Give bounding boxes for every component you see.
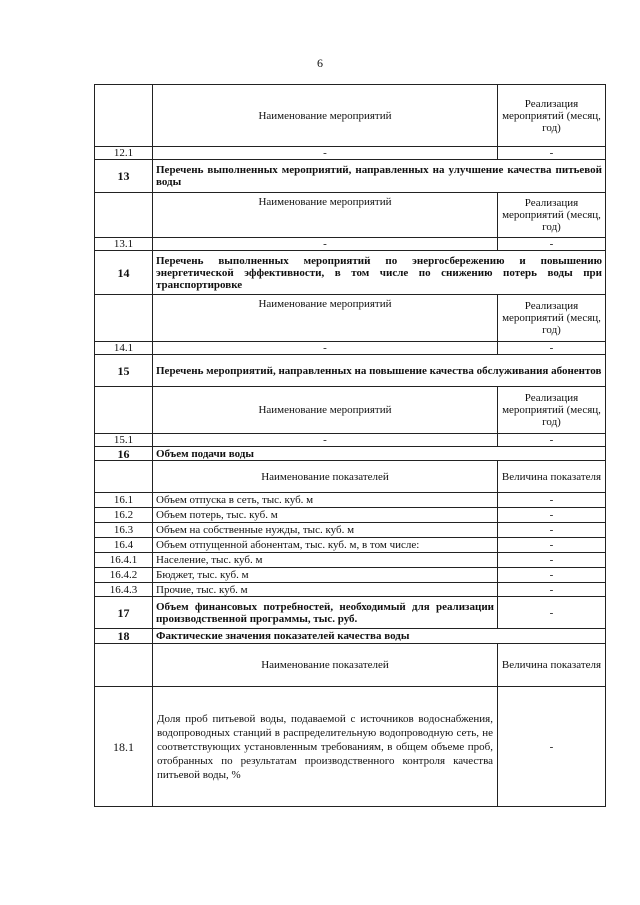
- row-number: 16.3: [95, 523, 153, 538]
- section-title: Перечень выполненных мероприятий по энергосбережению и повышению энергетической эффективности, в том числе по снижению потерь воды при транспортировке: [153, 251, 606, 295]
- dash-cell: -: [498, 434, 606, 447]
- row-12-1: [95, 147, 606, 160]
- header-row-18: [95, 644, 606, 687]
- section-row-16: [95, 447, 606, 461]
- dash-cell: -: [153, 147, 498, 160]
- row-text: Объем отпуска в сеть, тыс. куб. м: [153, 493, 498, 508]
- header-row-12: [95, 85, 606, 147]
- dash-cell: -: [498, 568, 606, 583]
- row-number: 13.1: [95, 238, 153, 251]
- row-number: 12.1: [95, 147, 153, 160]
- row-text: Население, тыс. куб. м: [153, 553, 498, 568]
- empty-cell: [95, 644, 153, 687]
- row-text: Объем потерь, тыс. куб. м: [153, 508, 498, 523]
- section-title: Фактические значения показателей качества воды: [153, 629, 606, 644]
- header-row-15: [95, 387, 606, 434]
- events-name-header: Наименование мероприятий: [153, 85, 498, 147]
- indicator-value-header: Величина показателя: [498, 461, 606, 493]
- dash-cell: -: [498, 342, 606, 355]
- row-16-3: [95, 523, 606, 538]
- indicator-value-header: Величина показателя: [498, 644, 606, 687]
- dash-cell: -: [498, 508, 606, 523]
- row-16-4-3: [95, 583, 606, 597]
- report-table: [94, 84, 606, 807]
- header-row-16: [95, 461, 606, 493]
- events-name-header: Наименование мероприятий: [153, 193, 498, 238]
- section-row-15: [95, 355, 606, 387]
- row-18-1: [95, 687, 606, 807]
- dash-cell: -: [153, 434, 498, 447]
- row-number: 16.2: [95, 508, 153, 523]
- row-14-1: [95, 342, 606, 355]
- dash-cell: -: [498, 238, 606, 251]
- dash-cell: -: [153, 342, 498, 355]
- row-16-1: [95, 493, 606, 508]
- section-number: 14: [95, 251, 153, 295]
- section-row-17: [95, 597, 606, 629]
- empty-cell: [95, 85, 153, 147]
- realization-header: Реализация мероприятий (месяц, год): [498, 295, 606, 342]
- row-number: 16.4.3: [95, 583, 153, 597]
- section-number: 16: [95, 447, 153, 461]
- dash-cell: -: [153, 238, 498, 251]
- row-15-1: [95, 434, 606, 447]
- section-title: Объем финансовых потребностей, необходимый для реализации производственной программы, тыс. руб.: [153, 597, 498, 629]
- row-16-2: [95, 508, 606, 523]
- empty-cell: [95, 387, 153, 434]
- row-number: 16.1: [95, 493, 153, 508]
- empty-cell: [95, 193, 153, 238]
- section-title: Перечень мероприятий, направленных на повышение качества обслуживания абонентов: [153, 355, 606, 387]
- header-row-14: [95, 295, 606, 342]
- row-text: Доля проб питьевой воды, подаваемой с источников водоснабжения, водопроводных станций в распределительную водопроводную сеть, не соответствующих установленным требованиям, в общем объеме проб, отобранных по результатам производственного контроля качества питьевой воды, %: [153, 687, 498, 807]
- section-title: Объем подачи воды: [153, 447, 606, 461]
- row-number: 18.1: [95, 687, 153, 807]
- page-number: 6: [317, 56, 323, 70]
- section-title: Перечень выполненных мероприятий, направленных на улучшение качества питьевой воды: [153, 160, 606, 193]
- indicator-name-header: Наименование показателей: [153, 461, 498, 493]
- dash-cell: -: [498, 147, 606, 160]
- section-number: 17: [95, 597, 153, 629]
- realization-header: Реализация мероприятий (месяц, год): [498, 387, 606, 434]
- section-number: 13: [95, 160, 153, 193]
- row-16-4-2: [95, 568, 606, 583]
- section-row-13: [95, 160, 606, 193]
- dash-cell: -: [498, 553, 606, 568]
- empty-cell: [95, 295, 153, 342]
- row-text: Бюджет, тыс. куб. м: [153, 568, 498, 583]
- row-text: Прочие, тыс. куб. м: [153, 583, 498, 597]
- row-text: Объем отпущенной абонентам, тыс. куб. м, в том числе:: [153, 538, 498, 553]
- row-text: Объем на собственные нужды, тыс. куб. м: [153, 523, 498, 538]
- row-number: 15.1: [95, 434, 153, 447]
- row-number: 14.1: [95, 342, 153, 355]
- dash-cell: -: [498, 597, 606, 629]
- row-number: 16.4: [95, 538, 153, 553]
- row-number: 16.4.1: [95, 553, 153, 568]
- row-13-1: [95, 238, 606, 251]
- events-name-header: Наименование мероприятий: [153, 387, 498, 434]
- header-row-13: [95, 193, 606, 238]
- section-number: 15: [95, 355, 153, 387]
- dash-cell: -: [498, 493, 606, 508]
- dash-cell: -: [498, 538, 606, 553]
- row-16-4: [95, 538, 606, 553]
- row-number: 16.4.2: [95, 568, 153, 583]
- section-row-18: [95, 629, 606, 644]
- row-16-4-1: [95, 553, 606, 568]
- dash-cell: -: [498, 687, 606, 807]
- events-name-header: Наименование мероприятий: [153, 295, 498, 342]
- indicator-name-header: Наименование показателей: [153, 644, 498, 687]
- realization-header: Реализация мероприятий (месяц, год): [498, 85, 606, 147]
- realization-header: Реализация мероприятий (месяц, год): [498, 193, 606, 238]
- section-number: 18: [95, 629, 153, 644]
- dash-cell: -: [498, 583, 606, 597]
- empty-cell: [95, 461, 153, 493]
- dash-cell: -: [498, 523, 606, 538]
- section-row-14: [95, 251, 606, 295]
